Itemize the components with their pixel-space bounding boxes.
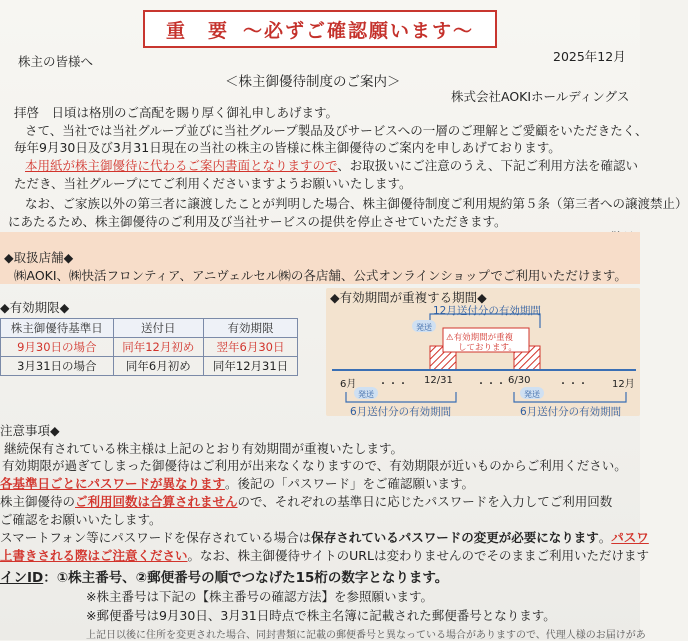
notes-line-2: 有効期限が過ぎてしまった御優待はご利用が出来なくなりますので、有効期限が近いものからご利用ください。 — [2, 458, 627, 473]
validity-heading: ◆有効期限◆ — [0, 300, 70, 315]
lower-period-label-1: 6月送付分の有効期間 — [350, 406, 452, 418]
login-note-3: 上記日以後に住所を変更された場合、同封書類に記載の郵便番号と異なっている場合がありますので、代理人様のお届けがあ — [86, 630, 646, 641]
warning-text: ⚠有効期間が重複 — [446, 333, 514, 343]
table-header: 株主御優待基準日 — [1, 319, 114, 338]
table-row — [1, 338, 298, 357]
login-id-line — [0, 566, 448, 586]
table-cell: 翌年6月30日 — [204, 338, 298, 357]
body-line-6: にあたるため、株主御優待のご利用及び当社サービスの提供を停止させていただきます。 — [8, 214, 507, 229]
table-header: 送付日 — [113, 319, 203, 338]
notes-line-5: ご確認をお願いいたします。 — [0, 512, 162, 527]
login-note-1: ※株主番号は下記の【株主番号の確認方法】を参照願います。 — [86, 589, 433, 604]
stores-text: ㈱AOKI、㈱快活フロンティア、アニヴェルセル㈱の各店舗、公式オンラインショップでご利用いただけます。 — [14, 268, 627, 283]
notes-line-6: スマートフォン等にパスワードを保存されている場合は保存されているパスワードの変更が必要になります。パスワ — [0, 530, 649, 545]
body-line-4: ただき、当社グループにてご利用くださいますようお願いいたします。 — [14, 176, 412, 191]
validity-table — [0, 318, 298, 376]
axis-dots-1: ・・・ — [378, 379, 408, 390]
axis-label-dec31: 12/31 — [424, 375, 453, 386]
greeting: 拝啓 日頃は格別のご高配を賜り厚く御礼申しあげます。 — [14, 105, 339, 120]
table-cell: 9月30日の場合 — [1, 338, 114, 357]
send-tag-lower-2-text: 発送 — [524, 390, 540, 399]
notes-line-7-highlight: 上書きされる際はご注意ください — [0, 548, 188, 563]
body-line-3-rest: 、お取扱いにご注意のうえ、下記ご利用方法を確認い — [337, 158, 639, 173]
title-main: 重 要 — [165, 19, 229, 42]
axis-label-jun30: 6/30 — [508, 375, 531, 386]
stores-heading: ◆取扱店舗◆ — [4, 250, 74, 265]
login-id-label: インID — [0, 570, 44, 586]
body-line-3 — [25, 156, 638, 174]
axis-label-dec: 12月 — [612, 379, 635, 390]
notes-line-7: 上書きされる際はご注意ください。なお、株主御優待サイトのURLは変わりませんのでそのままご利用いただけます — [0, 548, 649, 563]
lower-period-label-2: 6月送付分の有効期間 — [520, 406, 622, 418]
table-cell: 同年12月初め — [113, 338, 203, 357]
notes-line-3-rest: 。後記の「パスワード」をご確認願います。 — [225, 476, 475, 491]
body-line-1: さて、当社では当社グループ並びに当社グループ製品及びサービスへの一層のご理解とご愛顧をいただきたく、 — [25, 123, 648, 138]
table-header-row — [1, 319, 298, 338]
body-line-2: 毎年9月30日及び3月31日現在の当社の株主の皆様に株主御優待のご案内を申しあげております。 — [14, 140, 561, 155]
addressee: 株主の皆様へ — [18, 54, 94, 69]
login-id-text: ：①株主番号、②郵便番号の順でつなげた15桁の数字となります。 — [43, 570, 449, 586]
body-line-5: なお、ご家族以外の第三者に譲渡したことが判明した場合、株主御優待制度ご利用規約第５条（第三者への譲渡禁止） — [25, 196, 688, 211]
table-cell: 同年12月31日 — [204, 357, 298, 376]
table-header: 有効期限 — [204, 319, 298, 338]
upper-period-label: 12月送付分の有効期間 — [433, 305, 541, 317]
notes-line-4: 株主御優待のご利用回数は合算されませんので、それぞれの基準日に応じたパスワードを入力してご利用回数 — [0, 494, 613, 509]
notes-line-3-highlight: 各基準日ごとにパスワードが異なります — [0, 476, 226, 491]
body-line-3-highlight: 本用紙が株主御優待に代わるご案内書面となりますので — [25, 158, 338, 173]
login-note-2: ※郵便番号は9月30日、3月31日時点で株主名簿に記載された郵便番号となります。 — [86, 608, 556, 623]
notes-line-3 — [0, 474, 474, 492]
notes-heading: 注意事項◆ — [0, 423, 60, 438]
table-cell: 同年6月初め — [113, 357, 203, 376]
title-sub: 〜必ずご確認願います〜 — [243, 19, 475, 42]
axis-label-jun: 6月 — [340, 379, 357, 390]
axis-dots-2: ・・・ — [476, 379, 506, 390]
notice-title: ＜株主御優待制度のご案内＞ — [225, 74, 401, 90]
send-tag-lower-1-text: 発送 — [358, 390, 374, 399]
table-row — [1, 357, 298, 376]
title-banner — [143, 10, 497, 48]
notes-line-4-highlight: ご利用回数は合算されません — [75, 494, 238, 509]
send-tag-upper-text: 発送 — [416, 323, 432, 332]
notes-line-6-bold: 保存されているパスワードの変更が必要になります — [311, 530, 599, 545]
issue-date: 2025年12月 — [553, 49, 626, 64]
axis-dots-3: ・・・ — [558, 379, 588, 390]
warning-text-2: しております。 — [458, 343, 517, 353]
company-name: 株式会社AOKIホールディングス — [451, 89, 630, 104]
warning-icon: ⚠ — [446, 333, 454, 343]
notes-line-1: 継続保有されている株主様は上記のとおり有効期間が重複いたします。 — [4, 441, 404, 456]
overlap-heading: ◆有効期間が重複する期間◆ — [330, 290, 487, 305]
table-cell: 3月31日の場合 — [1, 357, 114, 376]
